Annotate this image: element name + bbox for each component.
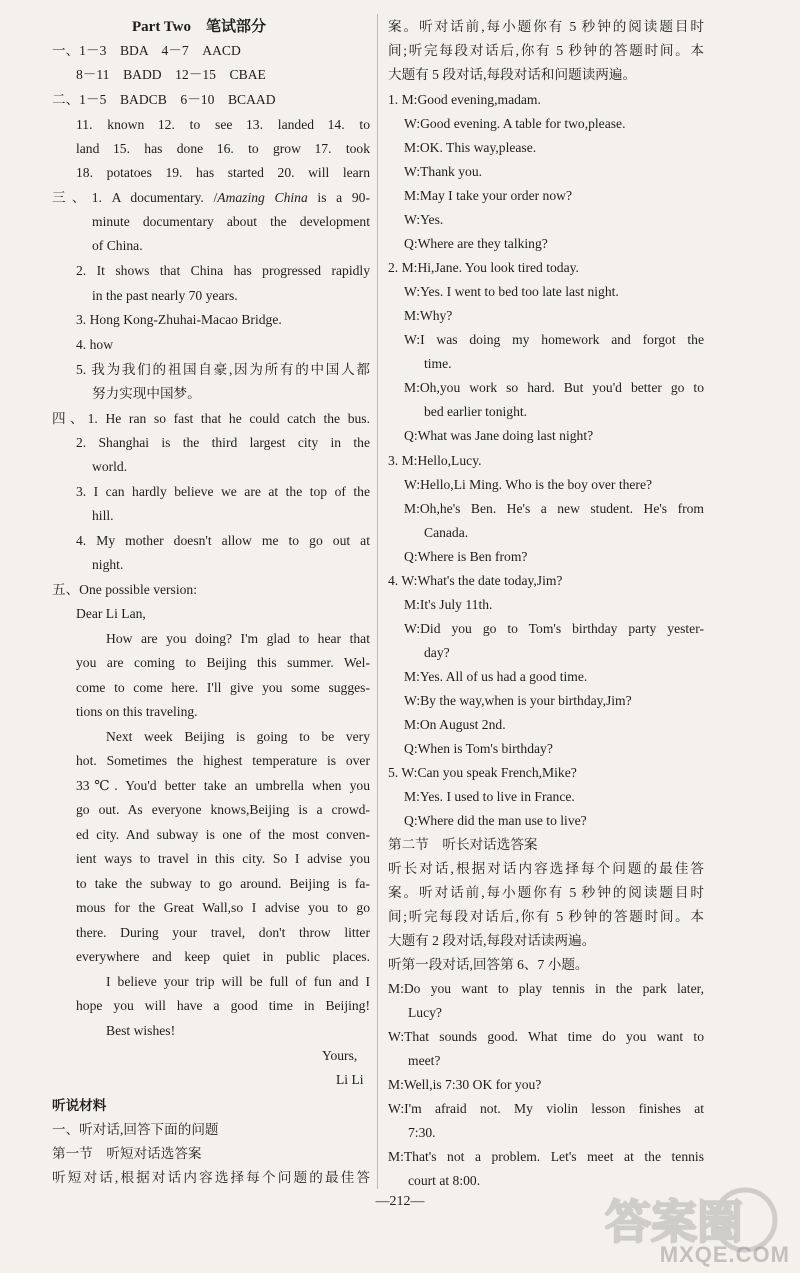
left-text-line: minute documentary about the development <box>92 214 370 229</box>
column-divider <box>377 14 378 1189</box>
left-text-line: hill. <box>92 508 114 523</box>
left-text-line: there. During your travel, don't throw litter <box>76 925 370 940</box>
left-text-line: 第一节 听短对话选答案 <box>52 1146 202 1161</box>
right-text-line: M:Oh,he's Ben. He's a new student. He's from <box>404 501 704 516</box>
left-text-line: 一、听对话,回答下面的问题 <box>52 1122 219 1137</box>
left-text-line: 11. known 12. to see 13. landed 14. to <box>76 117 370 132</box>
right-text-line: court at 8:00. <box>408 1173 481 1188</box>
right-text-line: Lucy? <box>408 1005 442 1020</box>
left-text-line: 三、1. A documentary. /Amazing China is a 90- <box>52 190 370 205</box>
right-text-line: W:By the way,when is your birthday,Jim? <box>404 693 632 708</box>
left-text-line: Next week Beijing is going to be very <box>106 729 370 744</box>
left-text-line: 3. Hong Kong-Zhuhai-Macao Bridge. <box>76 312 282 327</box>
left-text-line: world. <box>92 459 128 474</box>
right-text-line: M:Do you want to play tennis in the park later, <box>388 981 704 996</box>
left-text-line: 听短对话,根据对话内容选择每个问题的最佳答 <box>52 1170 370 1185</box>
right-text-line: M:OK. This way,please. <box>404 140 537 155</box>
right-text-line: Q:When is Tom's birthday? <box>404 741 553 756</box>
right-text-line: 大题有 2 段对话,每段对话读两遍。 <box>388 933 596 948</box>
left-text-line: ed city. And subway is one of the most conven- <box>76 827 370 842</box>
right-text-line: 听第一段对话,回答第 6、7 小题。 <box>388 957 589 972</box>
left-text-line: hot. Sometimes the highest temperature is over <box>76 753 370 768</box>
right-text-line: M:Yes. I used to live in France. <box>404 789 575 804</box>
right-text-line: W:That sounds good. What time do you want to <box>388 1029 704 1044</box>
right-text-line: time. <box>424 356 452 371</box>
left-text-line: Best wishes! <box>106 1023 176 1038</box>
watermark-site-text: MXQE.COM <box>659 1242 790 1267</box>
left-text-line: night. <box>92 557 124 572</box>
left-text-line: you are coming to Beijing this summer. Wel- <box>76 655 370 670</box>
left-text-line: How are you doing? I'm glad to hear that <box>106 631 370 646</box>
right-text-line: 1. M:Good evening,madam. <box>388 92 541 107</box>
right-text-line: 2. M:Hi,Jane. You look tired today. <box>388 260 579 275</box>
right-text-line: 案。听对话前,每小题你有 5 秒钟的阅读题目时 <box>388 885 704 900</box>
right-text-line: 5. W:Can you speak French,Mike? <box>388 765 577 780</box>
left-text-line: 2. It shows that China has progressed rapidly <box>76 263 370 278</box>
right-text-line: M:Why? <box>404 308 453 323</box>
left-text-line: of China. <box>92 238 143 253</box>
right-text-line: W:Hello,Li Ming. Who is the boy over there? <box>404 477 653 492</box>
right-text-line: M:Oh,you work so hard. But you'd better go to <box>404 380 704 395</box>
left-text-line: 18. potatoes 19. has started 20. will learn <box>76 165 370 180</box>
left-text-line: I believe your trip will be full of fun and I <box>106 974 370 989</box>
right-text-line: M:May I take your order now? <box>404 188 572 203</box>
right-text-line: W:Did you go to Tom's birthday party yester- <box>404 621 704 636</box>
right-text-line: W:Good evening. A table for two,please. <box>404 116 626 131</box>
left-text-line: 4. My mother doesn't allow me to go out at <box>76 533 370 548</box>
right-text-line: 3. M:Hello,Lucy. <box>388 453 482 468</box>
right-text-line: day? <box>424 645 450 660</box>
right-text-line: Q:Where is Ben from? <box>404 549 528 564</box>
right-text-line: M:That's not a problem. Let's meet at the tennis <box>388 1149 704 1164</box>
right-text-line: M:On August 2nd. <box>404 717 506 732</box>
left-text-line: come to come here. I'll give you some sugges- <box>76 680 370 695</box>
left-text-line: Part Two 笔试部分 <box>132 19 267 35</box>
right-text-line: bed earlier tonight. <box>424 404 528 419</box>
right-text-line: 大题有 5 段对话,每段对话和问题读两遍。 <box>388 67 637 82</box>
left-text-line: Dear Li Lan, <box>76 606 146 621</box>
left-text-line: 4. how <box>76 337 114 352</box>
left-text-line: 8－11 BADD 12－15 CBAE <box>76 67 266 82</box>
left-text-line: ient ways to travel in this city. So I advise you <box>76 851 370 866</box>
left-text-line: 二、1－5 BADCB 6－10 BCAAD <box>52 92 276 107</box>
right-text-line: 第二节 听长对话选答案 <box>388 837 538 852</box>
left-text-line: Li Li <box>336 1072 364 1087</box>
left-text-line: 五、One possible version: <box>52 582 197 597</box>
left-text-line: go out. As everyone knows,Beijing is a crowd- <box>76 802 370 817</box>
left-text-line: 努力实现中国梦。 <box>92 386 201 401</box>
left-text-line: in the past nearly 70 years. <box>92 288 238 303</box>
left-text-line: hope you will have a good time in Beijing! <box>76 998 370 1013</box>
right-text-line: W:Thank you. <box>404 164 483 179</box>
right-text-line: Canada. <box>424 525 469 540</box>
left-text-line: 一、1－3 BDA 4－7 AACD <box>52 43 241 58</box>
left-text-line: 2. Shanghai is the third largest city in the <box>76 435 370 450</box>
right-text-line: W:Yes. I went to bed too late last night. <box>404 284 619 299</box>
right-text-line: 4. W:What's the date today,Jim? <box>388 573 563 588</box>
page-number: —212— <box>375 1194 425 1209</box>
left-text-line: Yours, <box>322 1048 358 1063</box>
right-text-line: W:I'm afraid not. My violin lesson finishes at <box>388 1101 704 1116</box>
right-text-line: M:It's July 11th. <box>404 597 493 612</box>
left-text-line: everywhere and keep quiet in public places. <box>76 949 370 964</box>
left-text-line: 33℃. You'd better take an umbrella when you <box>76 778 370 793</box>
left-text-line: to take the subway to go around. Beijing is fa- <box>76 876 370 891</box>
watermark-logo-text: 答案圈 <box>605 1195 743 1249</box>
left-text-line: mous for the Great Wall,so I advise you to go <box>76 900 370 915</box>
right-text-line: 间;听完每段对话后,你有 5 秒钟的答题时间。本 <box>388 43 704 58</box>
right-text-line: Q:What was Jane doing last night? <box>404 428 594 443</box>
left-text-line: land 15. has done 16. to grow 17. took <box>76 141 370 156</box>
right-text-line: meet? <box>408 1053 441 1068</box>
right-text-line: 间;听完每段对话后,你有 5 秒钟的答题时间。本 <box>388 909 704 924</box>
right-text-line: 7:30. <box>408 1125 436 1140</box>
left-text-line: 四、1. He ran so fast that he could catch the bus. <box>52 411 370 426</box>
right-text-line: 案。听对话前,每小题你有 5 秒钟的阅读题目时 <box>388 19 704 34</box>
left-text-line: tions on this traveling. <box>76 704 198 719</box>
right-text-line: 听长对话,根据对话内容选择每个问题的最佳答 <box>388 861 704 876</box>
left-text-line: 听说材料 <box>52 1098 107 1113</box>
right-text-line: W:I was doing my homework and forgot the <box>404 332 704 347</box>
right-text-line: Q:Where are they talking? <box>404 236 548 251</box>
right-text-line: Q:Where did the man use to live? <box>404 813 587 828</box>
right-text-line: W:Yes. <box>404 212 444 227</box>
left-text-line: 5. 我为我们的祖国自豪,因为所有的中国人都 <box>76 362 370 377</box>
right-text-line: M:Well,is 7:30 OK for you? <box>388 1077 542 1092</box>
right-text-line: M:Yes. All of us had a good time. <box>404 669 588 684</box>
left-text-line: 3. I can hardly believe we are at the top of the <box>76 484 370 499</box>
